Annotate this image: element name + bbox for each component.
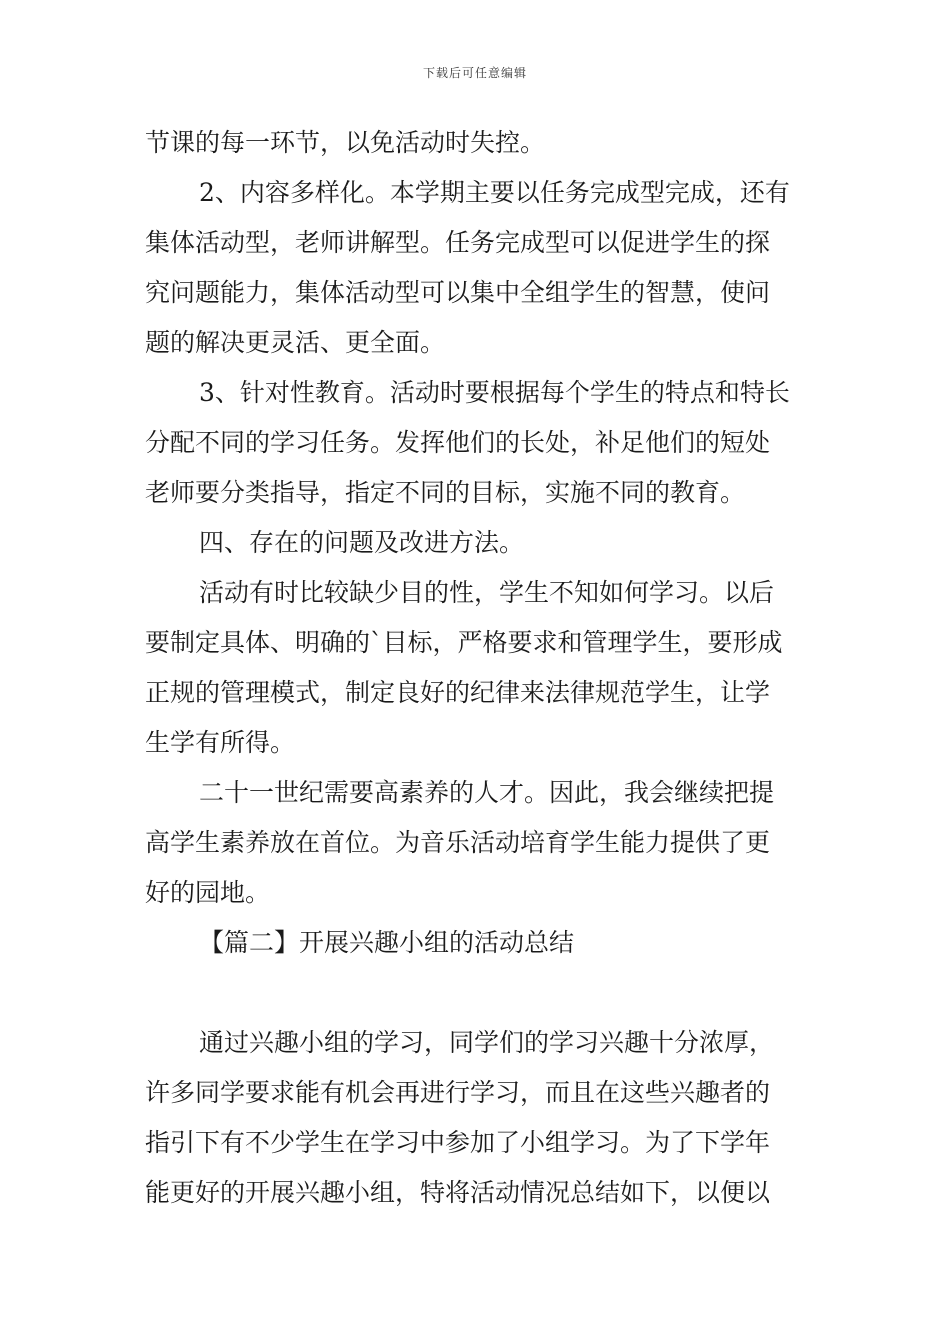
text-line: 高学生素养放在首位。为音乐活动培育学生能力提供了更 bbox=[145, 828, 771, 857]
blank-spacer bbox=[145, 968, 805, 1018]
document-body bbox=[145, 118, 805, 1218]
text-line: 节课的每一环节，以免活动时失控。 bbox=[145, 128, 546, 157]
page-header-note: 下载后可任意编辑 bbox=[422, 66, 527, 80]
text-line: 老师要分类指导，指定不同的目标，实施不同的教育。 bbox=[145, 478, 746, 507]
text-line: 正规的管理模式，制定良好的纪律来法律规范学生，让学 bbox=[145, 678, 771, 707]
text-line: 集体活动型，老师讲解型。任务完成型可以促进学生的探 bbox=[145, 228, 771, 257]
text-line: 分配不同的学习任务。发挥他们的长处，补足他们的短处 bbox=[145, 428, 771, 457]
text-line: 要制定具体、明确的`目标，严格要求和管理学生，要形成 bbox=[145, 628, 783, 657]
paragraph-item-2-start: 2、内容多样化。本学期主要以任务完成型完成，还有 bbox=[199, 178, 790, 207]
paragraph-item-3-start: 3、针对性教育。活动时要根据每个学生的特点和特长 bbox=[199, 378, 790, 407]
paragraph-article-two-start: 通过兴趣小组的学习，同学们的学习兴趣十分浓厚， bbox=[199, 1028, 775, 1057]
text-line: 许多同学要求能有机会再进行学习，而且在这些兴趣者的 bbox=[145, 1078, 771, 1107]
paragraph-conclusion-start: 二十一世纪需要高素养的人才。因此，我会继续把提 bbox=[199, 778, 775, 807]
text-line: 能更好的开展兴趣小组，特将活动情况总结如下，以便以 bbox=[145, 1178, 771, 1207]
text-line: 好的园地。 bbox=[145, 878, 271, 907]
article-two-title: 【篇二】开展兴趣小组的活动总结 bbox=[199, 928, 575, 957]
text-line: 题的解决更灵活、更全面。 bbox=[145, 328, 446, 357]
text-line: 指引下有不少学生在学习中参加了小组学习。为了下学年 bbox=[145, 1128, 771, 1157]
text-line: 生学有所得。 bbox=[145, 728, 296, 757]
text-line: 究问题能力，集体活动型可以集中全组学生的智慧，使问 bbox=[145, 278, 771, 307]
paragraph-problems-start: 活动有时比较缺少目的性，学生不知如何学习。以后 bbox=[199, 578, 775, 607]
section-heading-problems: 四、存在的问题及改进方法。 bbox=[199, 528, 525, 557]
